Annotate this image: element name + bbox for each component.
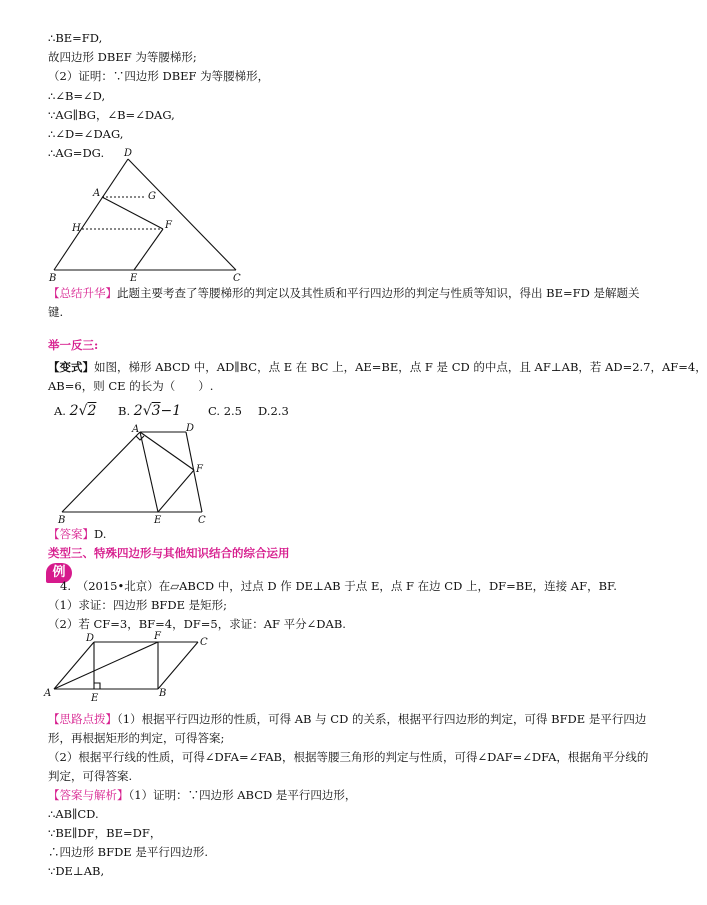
segment-af: [140, 432, 194, 470]
label-d: D: [86, 633, 95, 644]
variant-line-1: [48, 359, 707, 375]
solution-line-1: [48, 787, 356, 803]
proof-line: ∴AG=DG.: [48, 146, 105, 160]
label-b: B: [159, 688, 167, 699]
segment-ae: [140, 432, 158, 512]
sqrt-icon: √: [78, 403, 88, 419]
solution-line-5: ∵DE⊥AB,: [48, 864, 105, 878]
label-d: D: [124, 148, 133, 159]
hint-text: （1）根据平行四边形的性质，可得 AB 与 CD 的关系，根据平行四边形的判定，可得 BFDE 是平行四边: [117, 712, 647, 726]
example-line-1: 4. （2015•北京）在▱ABCD 中，过点 D 作 DE⊥AB 于点 E，点 F 在边 CD 上，DF=BE，连接 AF，BF.: [60, 579, 617, 593]
label-e: E: [130, 273, 138, 284]
label-d: D: [186, 423, 195, 434]
hint-line-4: 判定，可得答案.: [48, 769, 133, 783]
variant-tag: 【变式】: [48, 360, 94, 374]
option-b-radicand: 3: [151, 403, 161, 419]
summary-line-2: 键.: [48, 305, 64, 319]
label-c: C: [200, 637, 208, 648]
section-title: 举一反三:: [48, 338, 99, 352]
answer-line: [48, 526, 106, 542]
option-a-label: A.: [54, 404, 66, 418]
option-a-coef: 2: [69, 403, 79, 419]
hint-line-2: 形，再根据矩形的判定，可得答案;: [48, 731, 225, 745]
type-title: 类型三、特殊四边形与其他知识结合的综合运用: [48, 546, 290, 560]
segment-ab: [62, 432, 140, 512]
label-a: A: [44, 688, 52, 699]
option-a: [54, 402, 96, 420]
option-b-coef: 2: [133, 403, 143, 419]
proof-line: ∴∠D=∠DAG,: [48, 127, 124, 141]
segment-db: [54, 159, 128, 270]
segment-dc: [128, 159, 236, 270]
label-f: F: [196, 464, 203, 475]
hint-line-3: （2）根据平行线的性质，可得∠DFA=∠FAB，根据等腰三角形的判定与性质，可得∠DAF=∠DFA，根据角平分线的: [48, 750, 649, 764]
figure-parallelogram-abcd: [40, 630, 210, 710]
option-c: C. 2.5: [208, 404, 242, 418]
answer-text: D.: [94, 527, 107, 541]
option-d: D.2.3: [258, 404, 289, 418]
figure-trapezoid-abcd: [50, 420, 220, 530]
right-angle-mark: [94, 683, 100, 689]
segment-bc: [158, 642, 198, 689]
hint-line-1: [48, 711, 646, 727]
option-b-label: B.: [118, 404, 131, 418]
label-c: C: [233, 273, 241, 284]
proof-line: 故四边形 DBEF 为等腰梯形;: [48, 50, 197, 64]
segment-ef: [134, 229, 163, 270]
right-angle-mark: [136, 436, 144, 440]
label-a: A: [93, 188, 101, 199]
label-b: B: [49, 273, 57, 284]
proof-line: （2）证明：∵四边形 DBEF 为等腰梯形，: [48, 69, 270, 83]
sqrt-icon: √: [142, 403, 152, 419]
hint-tag: 【思路点拨】: [48, 712, 117, 726]
label-c: C: [198, 515, 206, 526]
example-line-2: （1）求证：四边形 BFDE 是矩形;: [48, 598, 228, 612]
label-f: F: [165, 220, 172, 231]
option-a-radicand: 2: [87, 403, 97, 419]
label-a: A: [132, 424, 140, 435]
label-b: B: [58, 515, 66, 526]
proof-line: ∵AG∥BG，∠B=∠DAG,: [48, 108, 175, 122]
segment-ad: [54, 642, 94, 689]
label-e: E: [154, 515, 162, 526]
solution-line-2: ∴AB∥CD.: [48, 807, 99, 821]
example-badge-icon: 例: [46, 563, 72, 583]
example-line-3: （2）若 CF=3，BF=4，DF=5，求证：AF 平分∠DAB.: [48, 617, 346, 631]
segment-af: [54, 642, 158, 689]
proof-line: ∴∠B=∠D,: [48, 89, 106, 103]
answer-tag: 【答案】: [48, 527, 94, 541]
variant-text: 如图，梯形 ABCD 中，AD∥BC，点 E 在 BC 上，AE=BE，点 F 是 CD 的中点，且 AF⊥AB，若 AD=2.7，AF=4，: [94, 360, 707, 374]
solution-line-3: ∵BE∥DF，BE=DF，: [48, 826, 162, 840]
label-h: H: [72, 223, 81, 234]
label-g: G: [148, 191, 156, 202]
proof-line: ∴BE=FD,: [48, 31, 103, 45]
option-b: [118, 402, 181, 420]
solution-line-4: ∴四边形 BFDE 是平行四边形.: [48, 845, 209, 859]
summary-line-1: [48, 285, 640, 301]
segment-ef: [158, 470, 194, 512]
option-b-tail: −1: [160, 403, 182, 419]
summary-text: 此题主要考查了等腰梯形的判定以及其性质和平行四边形的判定与性质等知识，得出 BE=FD 是解题关: [117, 286, 640, 300]
solution-text: （1）证明：∵四边形 ABCD 是平行四边形，: [128, 788, 357, 802]
label-f: F: [154, 631, 161, 642]
figure-trapezoid-dbef: [40, 145, 250, 285]
variant-line-2: AB=6，则 CE 的长为（ ）.: [48, 379, 214, 393]
label-e: E: [91, 693, 99, 704]
solution-tag: 【答案与解析】: [48, 788, 129, 802]
summary-tag: 【总结升华】: [48, 286, 117, 300]
